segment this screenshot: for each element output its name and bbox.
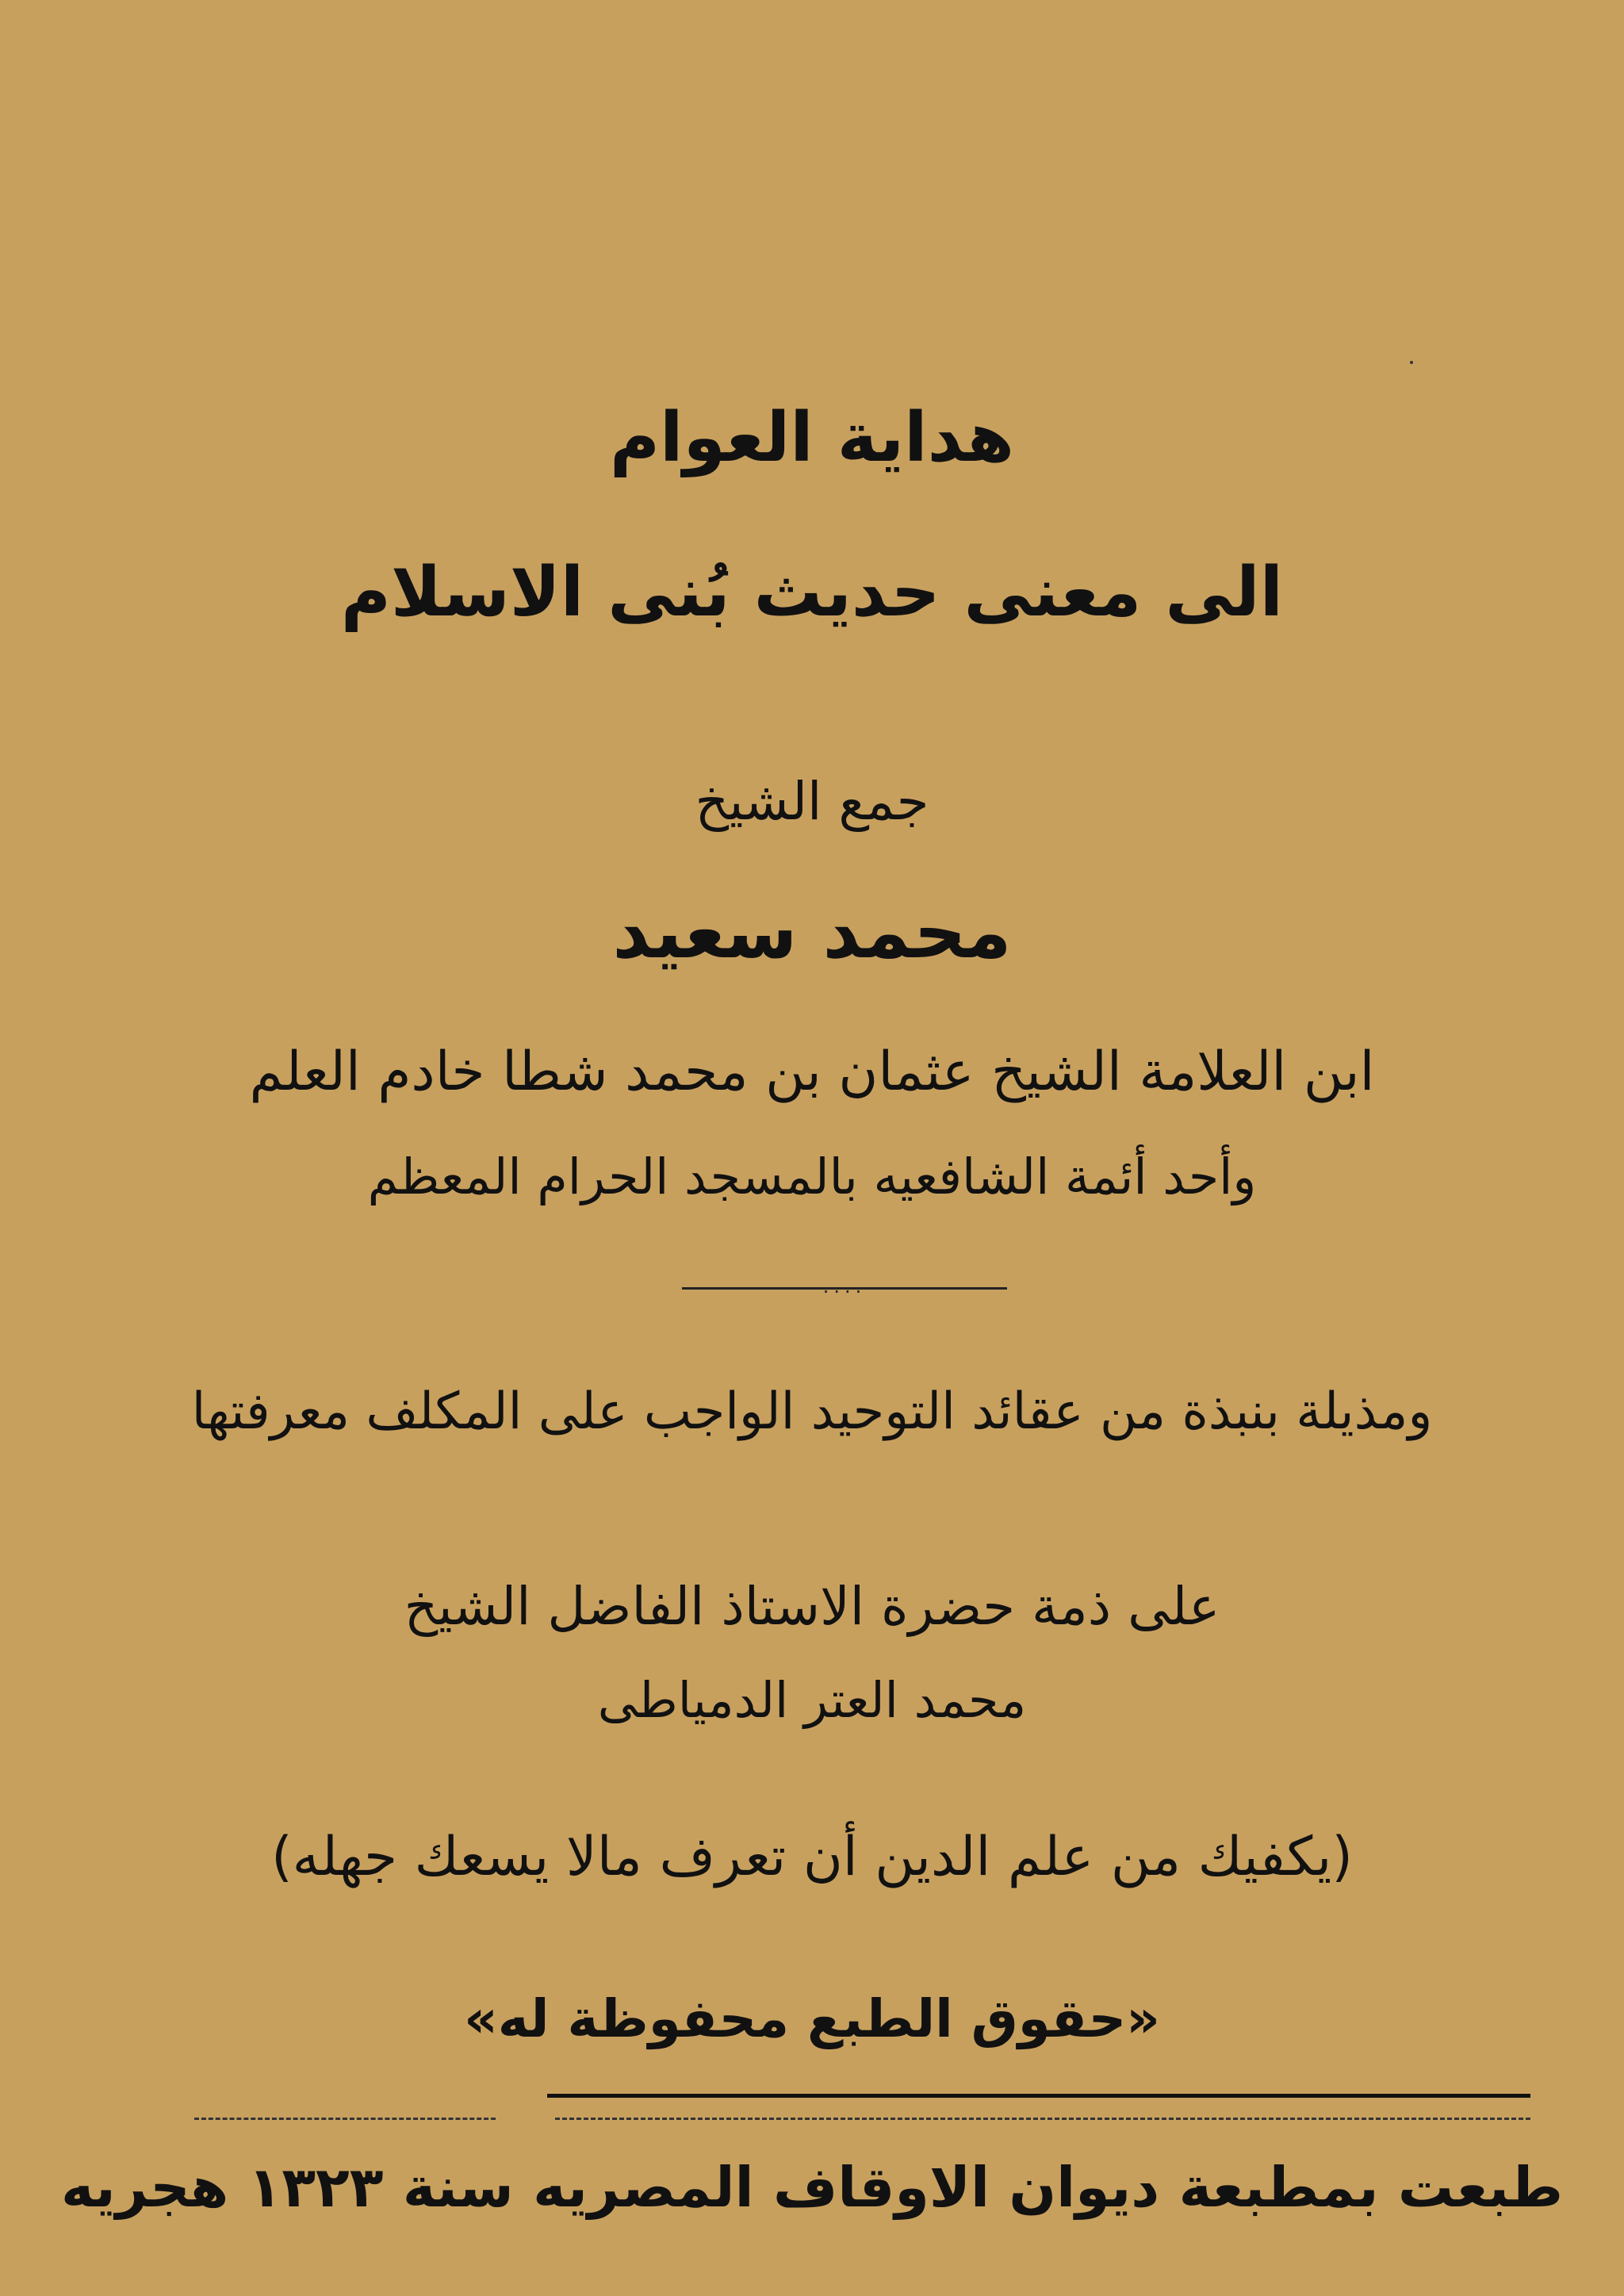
patron-line1: على ذمة حضرة الاستاذ الفاضل الشيخ [404, 1576, 1220, 1637]
rights-notice: «حقوق الطبع محفوظة له» [464, 1988, 1160, 2049]
patron-line2: محمد العتر الدمياطى [597, 1671, 1027, 1729]
epigraph-quote: (يكفيك من علم الدين أن تعرف مالا يسعك جهله) [271, 1826, 1353, 1888]
author-lineage-line2: وأحد أئمة الشافعيه بالمسجد الحرام المعظم [367, 1148, 1257, 1205]
book-title-line1: هداية العوام [610, 398, 1014, 477]
compiled-by-label: جمع الشيخ [695, 771, 929, 832]
paper-speck [1410, 361, 1413, 364]
author-lineage-line1: ابن العلامة الشيخ عثمان بن محمد شطا خادم العلم [249, 1041, 1375, 1103]
footer-dashed-rule-right [555, 2118, 1530, 2120]
ornamental-dots: .... [822, 1275, 867, 1297]
author-name: محمد سعيد [612, 890, 1012, 975]
printer-imprint: طبعت بمطبعة ديوان الاوقاف المصريه سنة ١٣٢٣ هجريه [60, 2155, 1564, 2220]
appendix-note: ومذيلة بنبذة من عقائد التوحيد الواجب على المكلف معرفتها [191, 1382, 1433, 1441]
footer-dashed-rule-left [194, 2118, 496, 2120]
footer-rule [547, 2094, 1530, 2098]
book-title-line2: الى معنى حديث بُنى الاسلام [340, 553, 1284, 632]
